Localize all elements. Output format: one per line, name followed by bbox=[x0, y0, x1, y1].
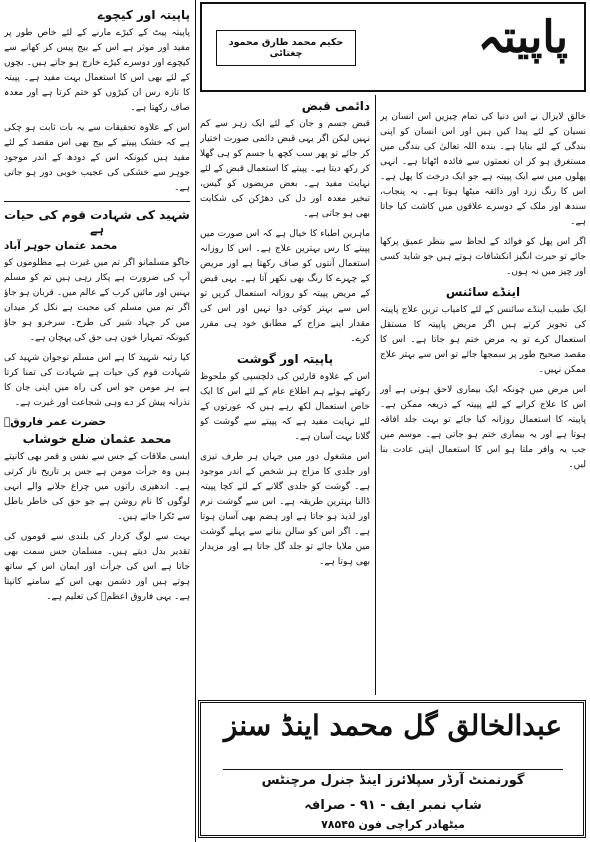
right-column bbox=[380, 110, 586, 610]
heading-martyr: شہید کی شہادت قوم کی حیات ہے bbox=[4, 208, 190, 236]
advertiser-services: گورنمنٹ آرڈر سپلائرز اینڈ جنرل مرچنٹس bbox=[223, 769, 563, 788]
left-column bbox=[4, 4, 190, 838]
heading-constipation: دائمی قبض bbox=[301, 99, 370, 113]
paragraph: جاگو مسلمانو اگر تم میں غیرت ہے مظلوموں کو آپ کی ضرورت ہے پکار رہی ہیں تم کو مسلم بہنیں اور مائیں کرب کے عالم میں۔ قربان ہو جاؤ اگر تم میں مسلم کی محبت ہے نکل کر میدان میں کر جہاد شیر کی طرح۔ سرخرو ہو جاؤ کیونکہ تمہارا خون ہی حق کی پہچان ہے۔ bbox=[4, 258, 190, 343]
page-title: پاپیتہ bbox=[477, 12, 568, 63]
heading-papaya-worms: پاپیتہ اور کیچوے bbox=[97, 8, 190, 22]
advertiser-name: عبدالخالق گل محمد اینڈ سنز bbox=[223, 709, 563, 742]
paragraph: اگر اس پھل کو فوائد کے لحاظ سے بنظر عمیق پرکھا جائے تو حیرت انگیز انکشافات ہوتے ہیں جو شاید کسی اور چیز میں نہ ہوں۔ bbox=[380, 237, 586, 277]
paragraph: اس مشغول دور میں جہاں ہر طرف تیزی اور جلدی کا مزاج ہر شخص کے اندر موجود ہے۔ گوشت کو جلدی گلانے کے لئے کچا پپیتہ ڈالنا بہترین طریقہ ہے۔ اس سے گوشت نرم اور لذیذ ہو جاتا ہے اور ہضم بھی آسان ہوتا ہے۔ اگر اس کو سالن بنانے سے پہلے گوشت میں ملایا جائے تو جلد گل جاتا ہے اور مزیدار بھی ہوتا ہے۔ bbox=[200, 452, 370, 567]
column-rule bbox=[375, 95, 376, 695]
paragraph: ایک طبیب اینڈے سائنس کے لئے کامیاب ترین علاج پاپیتہ کی تجویز کرتے ہیں اگر مریض پاپیتہ کا مستقل استعمال کرے تو یہ مرض ختم ہو جاتا ہے۔ اس کا مقصد صحیح طور پر سمجھا جائے تو اس سے بہتر علاج ممکن نہیں۔ bbox=[380, 305, 586, 375]
middle-column bbox=[200, 95, 370, 695]
paragraph: ایسی ملاقات کے جس سے نفس و قمر بھی کانپتے ہیں وہ جرأت مومن ہے جس پر تاریخ ناز کرتی ہے۔ اندھیری راتوں میں چراغ جلانے والے انہی لوگوں کا نام روشن ہے جو حق کی خاطر باطل سے ٹکرا جاتے ہیں۔ bbox=[4, 452, 190, 522]
advertiser-phone: میٹھادر کراچی فون ۷۸۵۴۵ bbox=[321, 818, 465, 831]
author-box: حکیم محمد طارق محمود چغتائی bbox=[216, 30, 356, 66]
heading-usman: محمد عثمان ضلع خوشاب bbox=[22, 432, 172, 446]
paragraph: اس کے علاوہ تحقیقات سے یہ بات ثابت ہو چکی ہے کہ خشک پپیتے کے بیج بھی اس مقصد کے لئے مفید ہیں کیونکہ اس کے دودھ کے اندر موجود جوہر سے خشکی کی عجیب خوبی دور ہو جاتی ہے۔ bbox=[4, 123, 190, 193]
paragraph: اس کے علاوہ قارئین کی دلچسپی کو ملحوظ رکھتے ہوئے ہم اطلاع عام کے لئے اس کا ایک خاص استعمال لکھ رہے ہیں کہ عورتوں کے لئے نہایت مفید ہے کہ پپیتے سے گوشت کو گلانا بہت آسان ہے۔ bbox=[200, 372, 370, 442]
paragraph: قبض جسم و جان کے لئے ایک زہر سے کم نہیں لیکن اگر یہی قبض دائمی صورت اختیار کر جائے تو پھر سب کچھ یا جسم کو ہی گھلا کر رکھ دیتا ہے۔ پپیتے کا استعمال قبض کے لئے نہایت مفید ہے۔ بعض مریضوں کو گیس، تبخیر معدہ اور دل کی دھڑکن کی شکایت بھی ہو جاتی ہے۔ bbox=[200, 119, 370, 219]
quote-reference: حضرت عمر فاروقؓ bbox=[4, 416, 107, 428]
section-divider bbox=[4, 201, 190, 202]
paragraph: کیا رتبہ شہید کا ہے اس مسلم نوجوان شہید کی شہادت قوم کی حیات ہے شہادت کی تمنا کرتا ہے ہر مومن جو اس کی راہ میں اپنی جان کا نذرانہ پیش کر دے وہی شجاعت اور غیرت ہے۔ bbox=[4, 353, 190, 408]
masthead bbox=[200, 2, 586, 92]
heading-appendicitis: اینڈے سائنس bbox=[445, 285, 521, 299]
paragraph: پاپیتہ پیٹ کے کیڑے مارنے کے لئے خاص طور پر مفید اور موثر ہے اس کے بیج پیس کر کھانے سے کیچوے اور دوسرے کیڑے خارج ہو جاتے ہیں۔ بچوں کے لئے بھی اس کا استعمال بہت مفید ہے۔ پپیتہ کا تازہ رس ان کیڑوں کو ختم کرتا ہے اور معدہ صاف رکھتا ہے۔ bbox=[4, 28, 190, 113]
paragraph: بہت سے لوگ کردار کی بلندی سے قوموں کی تقدیر بدل دیتے ہیں۔ مسلمان جس سمت بھی جاتا ہے اس کی جرأت اور ایمان اس کے ساتھ ہوتے ہیں اور دشمن بھی اس کے سامنے کانپتا ہے۔ یہی فاروق اعظمؓ کی تعلیم ہے۔ bbox=[4, 532, 190, 602]
paragraph: اس مرض میں چونکہ ایک بیماری لاحق ہوتی ہے اور اس کا علاج کرانے کے لئے پپیتہ کے ذریعہ ممکن ہے۔ پاپیتہ کا استعمال روزانہ کیا جائے تو بہت جلد افاقہ ہوتا ہے اور یہ بیماری ختم ہو جاتی ہے۔ موسم میں جب یہ وافر ملتا ہو اس کا استعمال اپنی عادت بنا لیں۔ bbox=[380, 385, 586, 470]
advertiser-address: شاپ نمبر ایف - ۹۱ - صرافہ bbox=[304, 798, 482, 813]
paragraph: ماہرین اطباء کا خیال ہے کہ اس صورت میں پپیتے کا رس بہترین علاج ہے۔ اس کا روزانہ استعمال آنتوں کو صاف رکھتا ہے اور مریض کے چہرے کا رنگ بھی نکھر آتا ہے۔ یہی قبض کے مریض پپیتہ کو روزانہ استعمال کریں تو اس سے بہتر کوئی دوا نہیں اور اس کی مقدار اپنے مزاج کے مطابق خود ہی مقرر کرے۔ bbox=[200, 229, 370, 344]
heading-papaya-meat: پاپیتہ اور گوشت bbox=[236, 352, 334, 366]
byline: محمد عثمان جوہر آباد bbox=[4, 240, 118, 252]
column-rule bbox=[195, 0, 196, 842]
paragraph: خالق لایزال نے اس دنیا کی تمام چیزیں اس انسان پر نسیان کے لئے پیدا کیں ہیں اور اس انسان کو اپنی بندگی کے لئے بنایا ہے۔ بندہ اللہ تعالیٰ کی بندگی میں مستغرق ہو کر ان نعمتوں سے فائدہ اٹھاتا ہے۔ انہی پھلوں میں سے ایک پپیتہ ہے جو ایک درخت کا پھل ہے۔ اس کا رنگ زرد اور ذائقہ میٹھا ہوتا ہے۔ یہ پنجاب، سندھ اور ملک کے دوسرے علاقوں میں کاشت کیا جاتا ہے۔ bbox=[380, 112, 586, 227]
advertisement-box bbox=[198, 700, 586, 838]
